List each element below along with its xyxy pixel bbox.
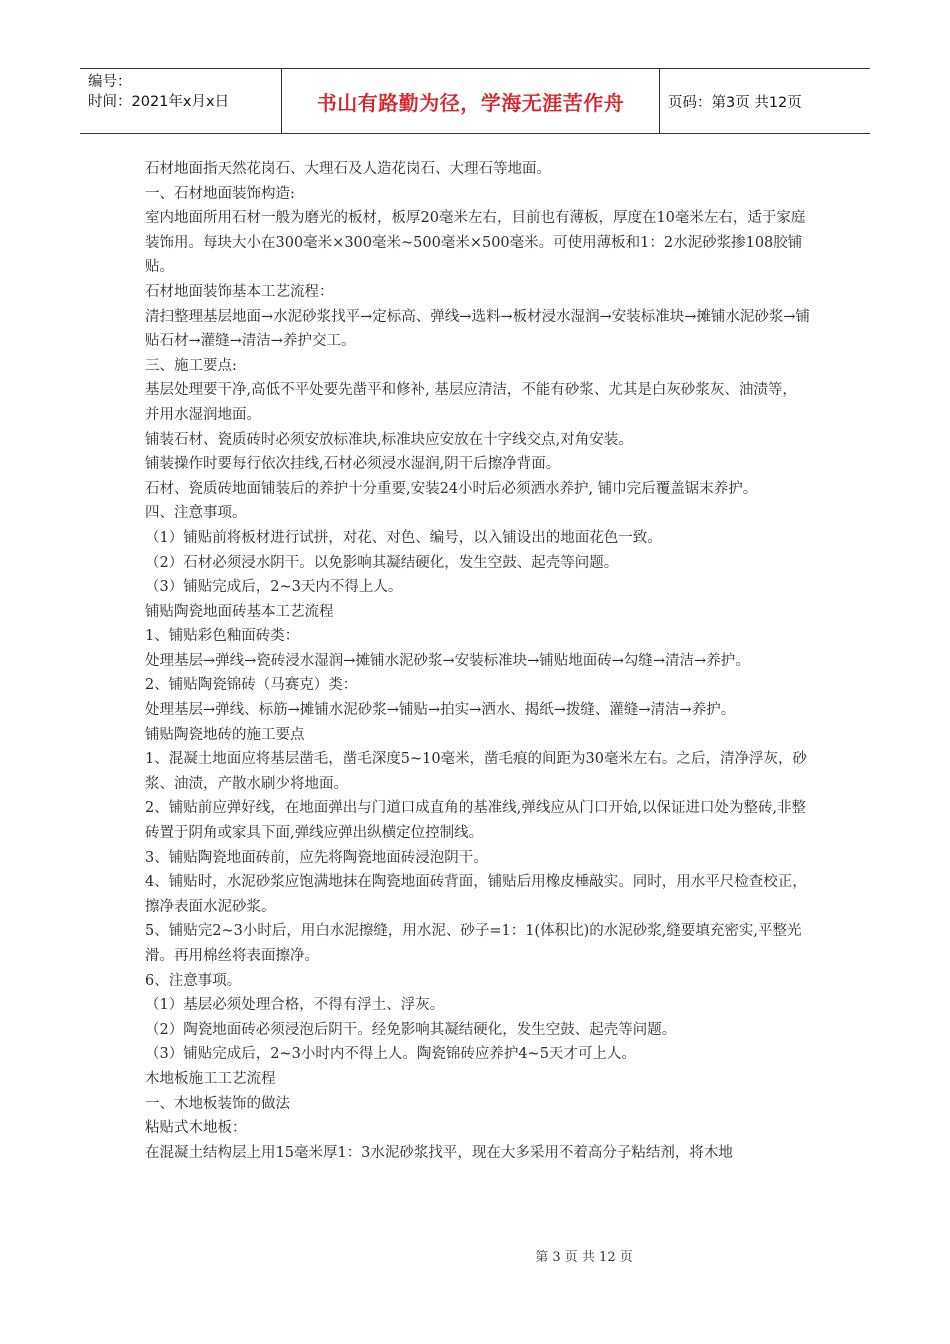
- section-heading: 6、注意事项。: [145, 972, 242, 989]
- page-footer: 第 3 页 共 12 页: [535, 1250, 633, 1265]
- section-heading: 石材地面装饰基本工艺流程：: [145, 283, 334, 300]
- paragraph: 在混凝土结构层上用15毫米厚1：3水泥砂浆找平，现在大多采用不着高分子粘结剂，将木地: [145, 1144, 733, 1161]
- section-heading: 1、铺贴彩色釉面砖类：: [145, 628, 300, 645]
- list-item: （2）石材必须浸水阴干。以免影响其凝结硬化，发生空鼓、起壳等问题。: [145, 554, 619, 571]
- section-heading: 一、木地板装饰的做法: [145, 1095, 290, 1112]
- list-item: （3）铺贴完成后，2~3小时内不得上人。陶瓷锦砖应养护4~5天才可上人。: [145, 1046, 636, 1063]
- section-heading: 四、注意事项。: [145, 505, 247, 522]
- paragraph: 4、铺贴时，水泥砂浆应饱满地抹在陶瓷地面砖背面，铺贴后用橡皮棰敲实。同时，用水平尺检查校正，擦净表面水泥砂浆。: [145, 874, 807, 915]
- paragraph: 石材、瓷质砖地面铺装后的养护十分重要,安装24小时后必须洒水养护, 铺巾完后覆盖锯末养护。: [145, 480, 758, 497]
- section-heading: 铺贴陶瓷地面砖基本工艺流程: [145, 603, 334, 620]
- section-heading: 一、石材地面装饰构造:: [145, 185, 295, 202]
- section-heading: 2、铺贴陶瓷锦砖（马赛克）类：: [145, 677, 358, 694]
- page-header: [80, 68, 870, 134]
- list-item: （2）陶瓷地面砖必须浸泡后阴干。经免影响其凝结硬化，发生空鼓、起壳等问题。: [145, 1021, 677, 1038]
- list-item: （1）基层必须处理合格，不得有浮土、浮灰。: [145, 997, 445, 1014]
- section-heading: 铺贴陶瓷地砖的施工要点: [145, 726, 305, 743]
- document-body: [145, 157, 811, 1165]
- section-heading: 粘贴式木地板：: [145, 1120, 247, 1137]
- header-page-number: 页码：第3页 共12页: [668, 94, 802, 111]
- section-heading: 三、施工要点:: [145, 357, 237, 374]
- paragraph: 清扫整理基层地面→水泥砂浆找平→定标高、弹线→选料→板材浸水湿润→安装标准块→摊铺水泥砂浆→铺贴石材→灌缝→清洁→养护交工。: [145, 308, 811, 350]
- paragraph: 室内地面所用石材一般为磨光的板材，板厚20毫米左右，目前也有薄板，厚度在10毫米左右，适于家庭装饰用。每块大小在300毫米×300毫米~500毫米×500毫米。可使用薄板和1：2水泥砂浆掺108胶铺贴。: [145, 210, 806, 276]
- document-date-label: 时间：2021年x月x日: [88, 94, 230, 110]
- paragraph: 处理基层→弹线、标筋→摊铺水泥砂浆→铺贴→拍实→洒水、揭纸→拨缝、灌缝→清洁→养护。: [145, 702, 736, 719]
- paragraph: 3、铺贴陶瓷地面砖前，应先将陶瓷地面砖浸泡阴干。: [145, 849, 488, 866]
- document-number-label: 编号：: [88, 74, 132, 90]
- list-item: （1）铺贴前将板材进行试拼，对花、对色、编号，以入铺设出的地面花色一致。: [145, 529, 662, 546]
- header-meta: [80, 69, 282, 133]
- paragraph: 石材地面指天然花岗石、大理石及人造花岗石、大理石等地面。: [145, 161, 551, 177]
- paragraph: 铺装操作时要每行依次挂线,石材必须浸水湿润,阴干后擦净背面。: [145, 456, 561, 473]
- paragraph: 铺装石材、瓷质砖时必须安放标准块,标准块应安放在十字线交点,对角安装。: [145, 431, 633, 448]
- header-motto: 书山有路勤为径，学海无涯苦作舟: [282, 69, 660, 133]
- list-item: （3）铺贴完成后，2~3天内不得上人。: [145, 579, 403, 596]
- paragraph: 5、铺贴完2~3小时后，用白水泥擦缝，用水泥、砂子=1：1(体积比)的水泥砂浆,缝要填充密实,平整光滑。再用棉丝将表面擦净。: [145, 923, 802, 964]
- paragraph: 基层处理要干净,高低不平处要先凿平和修补, 基层应清洁，不能有砂浆、尤其是白灰砂浆灰、油渍等，并用水湿润地面。: [145, 382, 797, 423]
- paragraph: 2、铺贴前应弹好线，在地面弹出与门道口成直角的基准线,弹线应从门口开始,以保证进口处为整砖,非整砖置于阴角或家具下面,弹线应弹出纵横定位控制线。: [145, 800, 807, 842]
- paragraph: 1、混凝土地面应将基层凿毛，凿毛深度5~10毫米，凿毛痕的间距为30毫米左右。之后，清净浮灰，砂浆、油渍，产散水刷少将地面。: [145, 751, 807, 792]
- paragraph: 处理基层→弹线→瓷砖浸水湿润→摊铺水泥砂浆→安装标准块→铺贴地面砖→勾缝→清洁→养护。: [145, 652, 750, 669]
- section-heading: 木地板施工工艺流程: [145, 1070, 276, 1087]
